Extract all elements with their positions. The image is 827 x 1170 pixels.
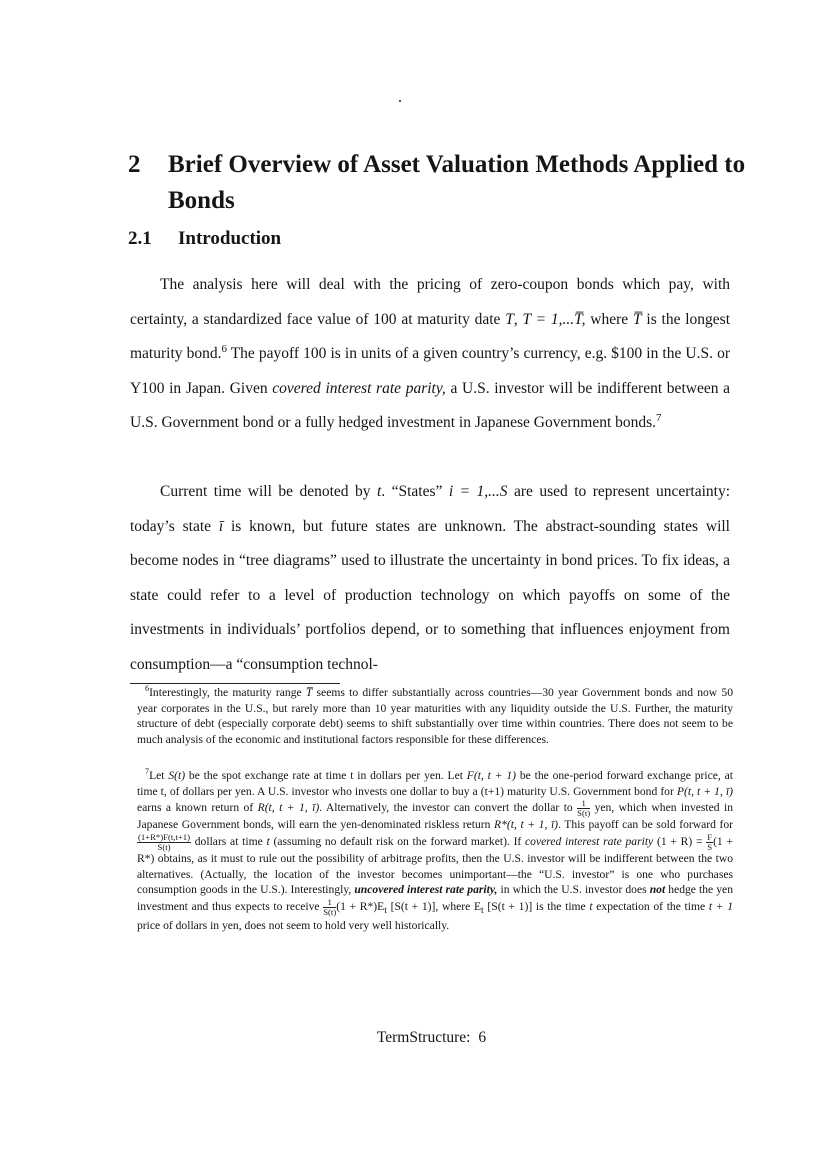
text-run: be the one-period forward exchange price, at time t, of dollars per yen. A U.S. investor who invests one dollar to buy a (t+1) maturity U.S. Government bond for: [137, 769, 733, 798]
scan-speck: [399, 100, 401, 102]
text-run: where: [585, 310, 633, 328]
text-run: expectation of the time: [592, 899, 709, 913]
fraction-numerator: F: [707, 831, 713, 842]
footnote-ref-6[interactable]: 6: [221, 343, 227, 356]
footnote-ref-7[interactable]: 7: [656, 412, 662, 425]
math-run: T: [505, 310, 514, 328]
math-run: t + 1: [708, 899, 734, 913]
text-run: Interestingly, the maturity range: [149, 686, 306, 699]
fraction-numerator: 1: [323, 898, 336, 908]
footnote-rule: [130, 683, 340, 684]
fraction: [137, 833, 191, 851]
text-run: is the longest maturity bond.: [130, 310, 731, 363]
emphasis-run: uncovered interest rate parity,: [354, 883, 498, 897]
math-run: ī: [218, 517, 224, 535]
page-number: 6: [478, 1029, 487, 1046]
fraction-numerator: (1+R*)F(t,t+1): [138, 831, 191, 842]
math-run: S(t): [168, 769, 186, 782]
text-run: seems to differ substantially across countries—30 year Government bonds and now 50 year corporates in the U.S., but rarely more than 10 year maturities with any liquidity outside the U.S. Further, the maturity structure of debt (especially corporate debt) seems to shift substantially over time within countries. There does not seem to be much analysis of the economic and institutional factors responsible for these differences.: [137, 686, 733, 746]
text-run: in which the U.S. investor does: [497, 883, 650, 897]
footer-label: TermStructure:: [376, 1029, 471, 1046]
text-run: price of dollars in yen, does not seem to hold very well historically.: [137, 919, 450, 933]
fraction: [577, 799, 590, 817]
text-run: Current time will be denoted by: [160, 483, 377, 500]
math-run: P(t, t + 1, ī): [676, 784, 733, 798]
emphasis-run: covered interest rate parity: [525, 834, 654, 848]
text-run: The analysis here will deal with the pricing of zero-coupon bonds which pay, with certainty, a standardized face value of 100 at maturity date: [130, 276, 730, 328]
footnote-6: [137, 685, 733, 747]
paragraph-1: [130, 268, 730, 441]
text-run: The payoff 100 is in units of a given country’s currency, e.g. $100 in the U.S. or Y100 in Japan. Given: [130, 345, 730, 397]
text-run: earns a known return of: [137, 800, 258, 814]
text-run: (1 + R*) obtains, as it must to rule out the possibility of arbitrage profits, then the U.S. investor will be indifferent between the two alternatives. (Actually, the location of the investor becomes unimportant—the “U.S. investor” is one who purchases consumption goods in the U.S.). Interestingly,: [137, 834, 733, 897]
text-run: . “States”: [381, 483, 449, 500]
fraction-denominator: S: [707, 841, 713, 852]
emphasis-run: not: [649, 883, 666, 897]
text-run: ,: [513, 310, 523, 328]
math-run: R(t, t + 1, ī): [257, 800, 320, 814]
subscript: t: [384, 904, 387, 916]
subsection-number: 2.1: [128, 228, 152, 249]
fraction-denominator: S(t): [577, 807, 591, 818]
math-run: T = 1,...T̅,: [522, 310, 586, 328]
section-title: Brief Overview of Asset Valuation Methods Applied to Bonds: [168, 151, 746, 214]
math-run: t: [589, 899, 593, 913]
text-run: (1 + R) =: [653, 834, 707, 848]
text-run: . Alternatively, the investor can convert the dollar to: [319, 800, 578, 814]
text-run: (assuming no default risk on the forward market). If: [269, 834, 526, 848]
subsection-title: Introduction: [178, 228, 282, 249]
text-run: (1 + R*)E: [336, 899, 385, 913]
math-run: R*(t, t + 1, ī): [494, 818, 559, 832]
math-run: t: [266, 834, 270, 848]
math-run: t: [376, 483, 382, 500]
text-run: are used to represent uncertainty: today’s state: [130, 483, 730, 535]
page-footer: [0, 1027, 827, 1049]
emphasis-run: covered interest rate parity,: [272, 379, 446, 397]
footnote-mark: 6: [145, 684, 150, 694]
section-number: 2: [128, 151, 141, 178]
subsection-heading: [128, 226, 281, 252]
math-run: T̅: [305, 686, 313, 699]
footnote-mark: 7: [145, 767, 150, 777]
subscript: t: [481, 904, 484, 916]
math-run: T̅: [632, 310, 642, 328]
math-run: i = 1,...S: [448, 483, 508, 500]
text-run: yen, which when invested in Japanese Government bonds, will earn the yen-denominated riskless return: [137, 800, 734, 832]
fraction-denominator: S(t): [323, 906, 337, 917]
text-run: a U.S. investor will be indifferent between a U.S. Government bond or a fully hedged investment in Japanese Government bonds.: [130, 379, 731, 432]
text-run: dollars at time: [191, 834, 267, 848]
fraction-numerator: 1: [577, 799, 590, 809]
paragraph-2: [130, 475, 730, 683]
text-run: . This payoff can be sold forward for: [558, 818, 734, 832]
text-run: [S(t + 1)], where E: [386, 899, 482, 913]
text-run: [S(t + 1)] is the time: [483, 899, 590, 913]
section-heading: [128, 147, 748, 219]
math-run: F(t, t + 1): [466, 769, 517, 782]
fraction-denominator: S(t): [157, 841, 171, 852]
text-run: is known, but future states are unknown. The abstract-sounding states will become nodes in “tree diagrams” used to illustrate the uncertainty in bond prices. To fix ideas, a state could refer to a level of production technology on which payoffs on some of the investments in individuals’ portfolios depend, or to something that influences enjoyment from consumption—a “consumption technol-: [130, 517, 730, 673]
fraction: [323, 898, 336, 916]
text-run: hedge the yen investment and thus expects to receive: [137, 883, 734, 913]
text-run: Let: [149, 769, 169, 782]
text-run: be the spot exchange rate at time t in dollars per yen. Let: [185, 769, 467, 782]
footnote-7: [137, 768, 733, 934]
